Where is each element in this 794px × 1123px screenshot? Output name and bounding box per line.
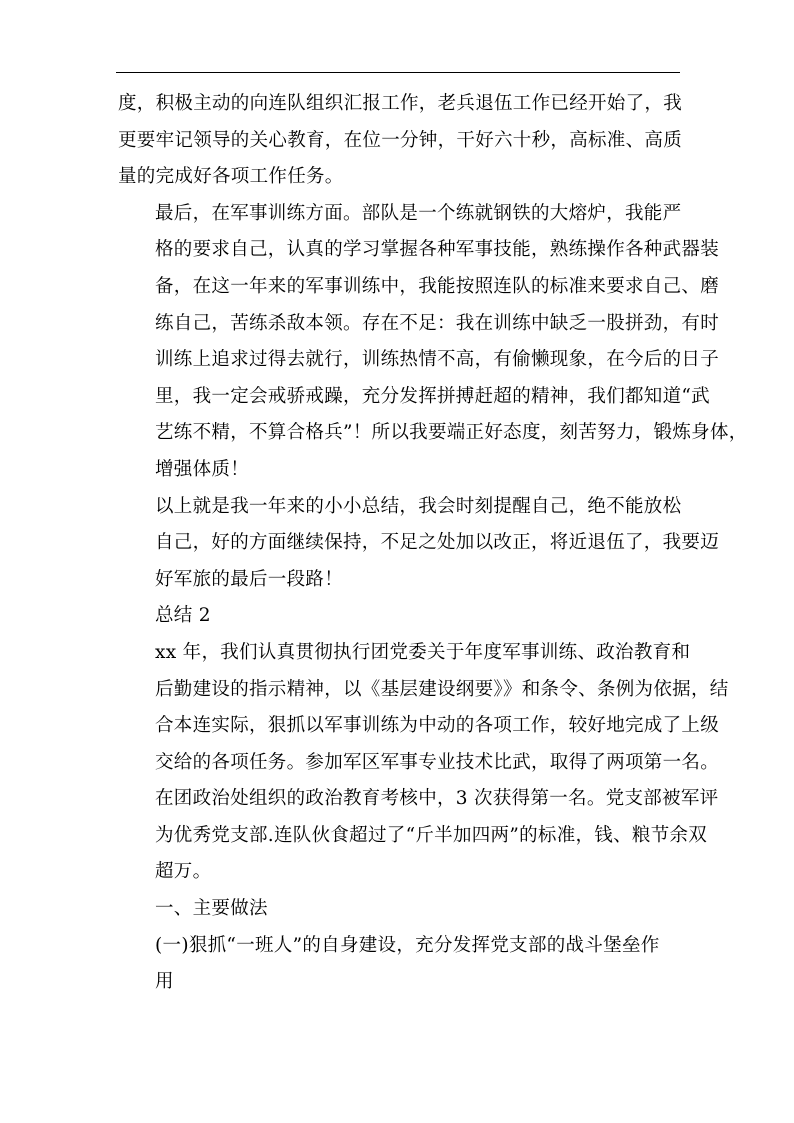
text-line: 在团政治处组织的政治教育考核中，3 次获得第一名。党支部被军评 <box>155 788 719 810</box>
paragraph-7 <box>118 928 680 1001</box>
text-line: 度，积极主动的向连队组织汇报工作，老兵退伍工作已经开始了，我 <box>118 93 683 114</box>
text-line: 以上就是我一年来的小小总结，我会时刻提醒自己，绝不能放松 <box>155 495 682 517</box>
text-line: 练自己，苦练杀敌本领。存在不足：我在训练中缺乏一股拼劲，有时 <box>155 312 720 334</box>
paragraph-3 <box>118 489 720 599</box>
text-line: 交给的各项任务。参加军区军事专业技术比武，取得了两项第一名。 <box>155 751 720 773</box>
paragraph-2 <box>118 196 748 489</box>
text-line: 好军旅的最后一段路！ <box>155 568 344 590</box>
text-line: 训练上追求过得去就行，训练热情不高，有偷懒现象，在今后的日子 <box>155 349 720 371</box>
text-line: 格的要求自己，认真的学习掌握各种军事技能，熟练操作各种武器装 <box>155 239 720 261</box>
text-line: 为优秀党支部.连队伙食超过了“斤半加四两”的标准，钱、粮节余双 <box>155 824 708 846</box>
text-line: 超万。 <box>155 861 212 883</box>
paragraph-1 <box>118 86 683 196</box>
document-body <box>118 86 748 1001</box>
text-line: (一)狠抓“一班人”的自身建设，充分发挥党支部的战斗堡垒作 <box>155 934 660 956</box>
text-line: 更要牢记领导的关心教育，在位一分钟，干好六十秒，高标准、高质 <box>118 129 683 151</box>
text-line: 一、主要做法 <box>155 898 268 920</box>
paragraph-4 <box>118 598 680 635</box>
text-line: 后勤建设的指示精神，以《基层建设纲要》》和条令、条例为依据，结 <box>155 678 729 700</box>
text-line: xx 年，我们认真贯彻执行团党委关于年度军事训练、政治教育和 <box>155 641 691 663</box>
text-line: 量的完成好各项工作任务。 <box>118 166 344 188</box>
text-line: 自己，好的方面继续保持，不足之处加以改正，将近退伍了，我要迈 <box>155 532 720 554</box>
text-line: 总结 2 <box>155 605 211 627</box>
text-line: 备，在这一年来的军事训练中，我能按照连队的标准来要求自己、磨 <box>155 275 720 297</box>
text-line: 里，我一定会戒骄戒躁，充分发挥拼搏赶超的精神，我们都知道“武 <box>155 385 710 407</box>
text-line: 增强体质！ <box>155 458 250 480</box>
text-line: 合本连实际，狠抓以军事训练为中动的各项工作，较好地完成了上级 <box>155 715 720 737</box>
paragraph-6 <box>118 891 680 928</box>
header-rule <box>116 72 680 73</box>
text-line: 用 <box>155 971 174 993</box>
paragraph-5 <box>118 635 729 891</box>
text-line: 最后，在军事训练方面。部队是一个练就钢铁的大熔炉，我能严 <box>155 202 682 224</box>
text-line: 艺练不精，不算合格兵”！所以我要端正好态度，刻苦努力，锻炼身体， <box>155 422 748 444</box>
